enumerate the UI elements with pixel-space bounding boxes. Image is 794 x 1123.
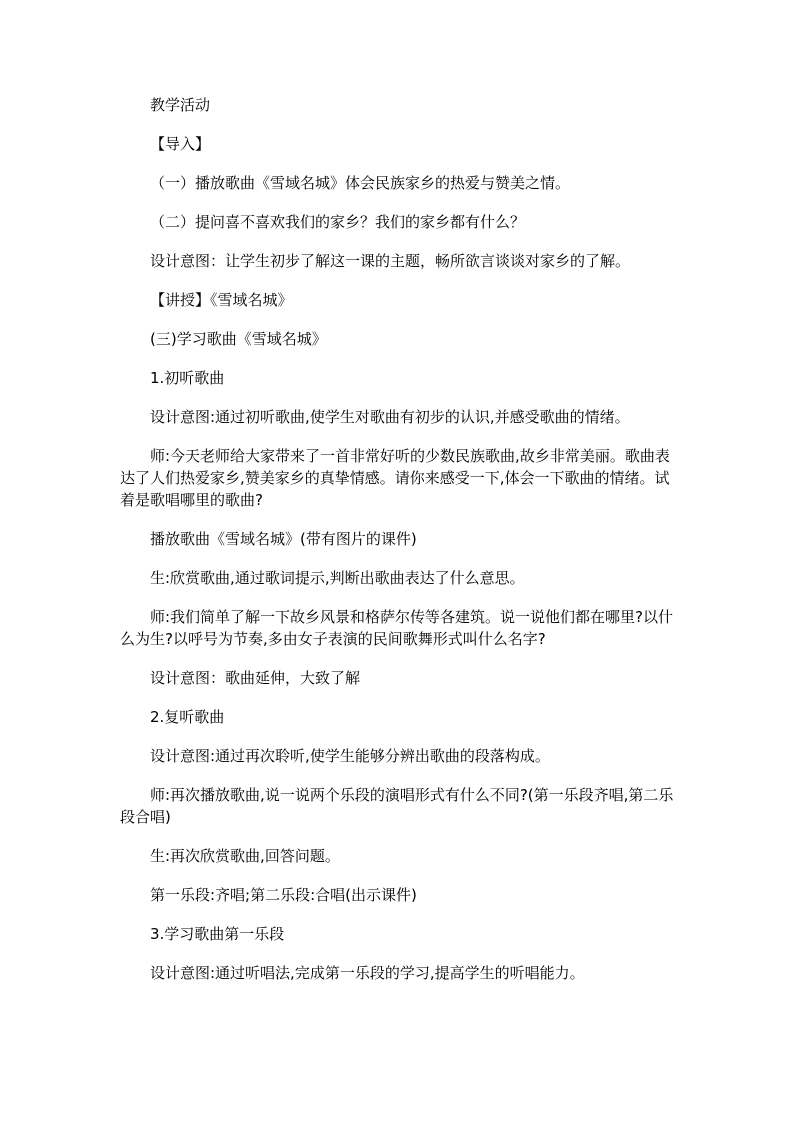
paragraph: 师:今天老师给大家带来了一首非常好听的少数民族歌曲,故乡非常美丽。歌曲表达了人们热爱家乡,赞美家乡的真挚情感。请你来感受一下,体会一下歌曲的情绪。试着是歌唱哪里的歌曲?	[120, 447, 670, 509]
paragraph: 师:再次播放歌曲,说一说两个乐段的演唱形式有什么不同?(第一乐段齐唱,第二乐段合唱)	[120, 786, 674, 826]
paragraph: 生:再次欣赏歌曲,回答问题。	[150, 847, 340, 865]
paragraph: 第一乐段:齐唱;第二乐段:合唱(出示课件)	[150, 886, 417, 904]
paragraph: 2.复听歌曲	[150, 708, 225, 726]
section-heading: 【导入】	[150, 135, 211, 153]
paragraph: 播放歌曲《雪域名城》(带有图片的课件)	[150, 530, 417, 548]
paragraph: (三)学习歌曲《雪域名城》	[150, 330, 327, 348]
section-heading: 教学活动	[150, 96, 211, 114]
paragraph: 3.学习歌曲第一乐段	[150, 925, 285, 943]
paragraph: 设计意图：让学生初步了解这一课的主题，畅所欲言谈谈对家乡的了解。	[150, 252, 631, 270]
section-heading: 【讲授】《雪域名城》	[150, 291, 293, 309]
paragraph: 师:我们简单了解一下故乡风景和格萨尔传等各建筑。说一说他们都在哪里?以什么为生?以呼号为节奏,多由女子表演的民间歌舞形式叫什么名字?	[120, 608, 674, 648]
paragraph: 设计意图:通过初听歌曲,使学生对歌曲有初步的认识,并感受歌曲的情绪。	[150, 408, 630, 426]
paragraph: 设计意图：歌曲延伸，大致了解	[150, 669, 361, 687]
paragraph: 设计意图:通过听唱法,完成第一乐段的学习,提高学生的听唱能力。	[150, 964, 585, 982]
paragraph: 生:欣赏歌曲,通过歌词提示,判断出歌曲表达了什么意思。	[150, 569, 525, 587]
document-body	[120, 94, 680, 1001]
paragraph: 设计意图:通过再次聆听,使学生能够分辨出歌曲的段落构成。	[150, 747, 550, 765]
paragraph: 1.初听歌曲	[150, 369, 225, 387]
paragraph: （二）提问喜不喜欢我们的家乡？我们的家乡都有什么？	[150, 213, 526, 231]
paragraph: （一）播放歌曲《雪域名城》体会民族家乡的热爱与赞美之情。	[150, 174, 571, 192]
